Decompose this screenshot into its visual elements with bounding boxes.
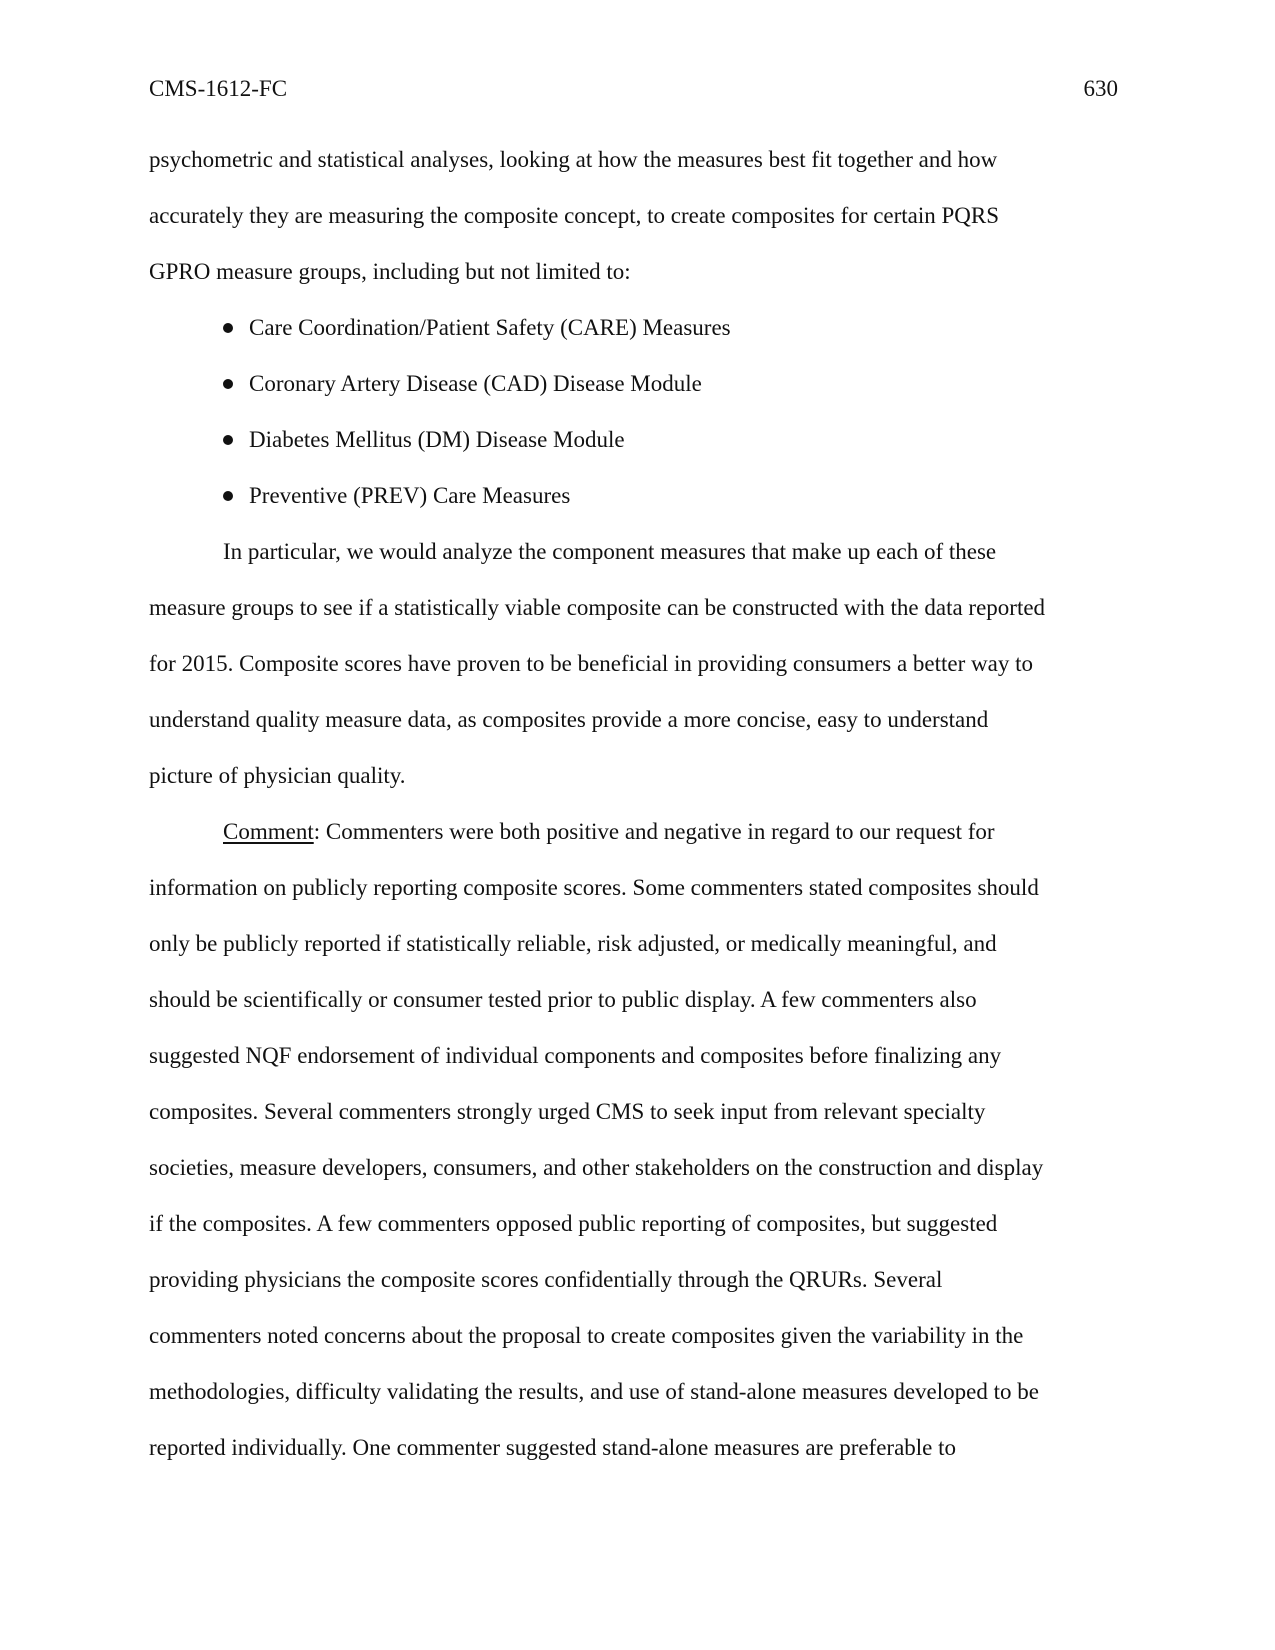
comment-line: suggested NQF endorsement of individual components and composites before finalizing any [149, 1043, 1002, 1068]
list-item [223, 314, 731, 342]
list-item-text: Preventive (PREV) Care Measures [249, 483, 571, 508]
comment-line: societies, measure developers, consumers, and other stakeholders on the construction and display [149, 1155, 1044, 1180]
paragraph-line: for 2015. Composite scores have proven to be beneficial in providing consumers a better way to [149, 651, 1033, 676]
comment-line: if the composites. A few commenters opposed public reporting of composites, but suggested [149, 1211, 998, 1236]
list-item-text: Diabetes Mellitus (DM) Disease Module [249, 427, 625, 452]
comment-line: reported individually. One commenter suggested stand-alone measures are preferable to [149, 1435, 957, 1460]
intro-line: GPRO measure groups, including but not limited to: [149, 259, 631, 284]
bullet-icon [223, 323, 233, 333]
bullet-icon [223, 435, 233, 445]
comment-line: information on publicly reporting composite scores. Some commenters stated composites should [149, 875, 1039, 900]
comment-line: methodologies, difficulty validating the results, and use of stand-alone measures developed to be [149, 1379, 1039, 1404]
document-id: CMS-1612-FC [149, 76, 288, 101]
paragraph-line: measure groups to see if a statistically viable composite can be constructed with the data reported [149, 595, 1046, 620]
list-item [223, 482, 570, 510]
comment-line: composites. Several commenters strongly urged CMS to seek input from relevant specialty [149, 1099, 986, 1124]
list-item-text: Care Coordination/Patient Safety (CARE) Measures [249, 315, 731, 340]
comment-line: only be publicly reported if statistically reliable, risk adjusted, or medically meaningful, and [149, 931, 997, 956]
comment-first-line [223, 818, 995, 846]
paragraph-line: picture of physician quality. [149, 763, 406, 788]
list-item [223, 426, 625, 454]
bullet-icon [223, 379, 233, 389]
comment-text: : Commenters were both positive and negative in regard to our request for [313, 819, 995, 844]
comment-line: commenters noted concerns about the proposal to create composites given the variability in the [149, 1323, 1024, 1348]
list-item [223, 370, 702, 398]
paragraph-line: In particular, we would analyze the component measures that make up each of these [223, 539, 997, 564]
paragraph-line: understand quality measure data, as composites provide a more concise, easy to understand [149, 707, 989, 732]
comment-line: should be scientifically or consumer tested prior to public display. A few commenters also [149, 987, 977, 1012]
list-item-text: Coronary Artery Disease (CAD) Disease Module [249, 371, 702, 396]
page-number: 630 [1083, 76, 1118, 101]
comment-line: providing physicians the composite scores confidentially through the QRURs. Several [149, 1267, 943, 1292]
comment-label: Comment [223, 819, 314, 844]
bullet-icon [223, 491, 233, 501]
intro-line: psychometric and statistical analyses, looking at how the measures best fit together and how [149, 147, 998, 172]
intro-line: accurately they are measuring the composite concept, to create composites for certain PQRS [149, 203, 1000, 228]
